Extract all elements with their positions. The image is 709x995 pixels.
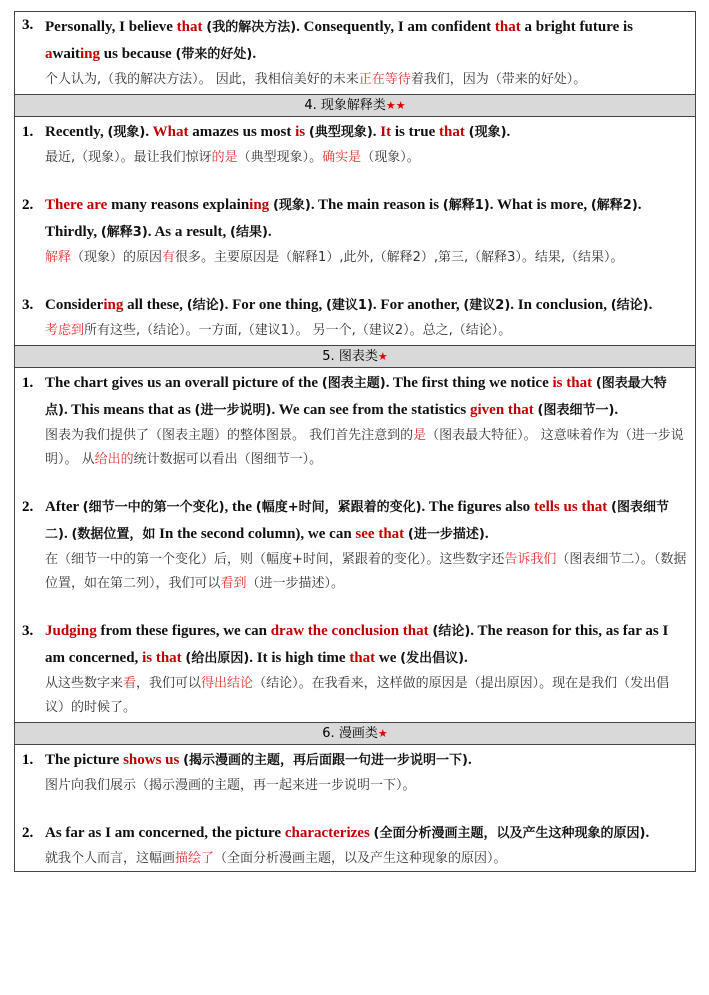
keyword-highlight: that xyxy=(349,650,376,666)
text-run: . The reason for this, as far as I am concerned, xyxy=(45,623,669,666)
list-item xyxy=(22,119,687,170)
text-run: . What is more, xyxy=(489,197,591,213)
placeholder-slot: (数据位置，如 xyxy=(71,527,156,542)
text-run: . xyxy=(506,124,511,140)
placeholder-slot: (我的解决方法) xyxy=(206,20,297,35)
item-number: 1. xyxy=(22,124,34,140)
placeholder-slot: (结论) xyxy=(432,624,471,639)
keyword-highlight: 的是 xyxy=(211,150,238,165)
text-run: . Thirdly, xyxy=(45,197,642,240)
keyword-highlight: that xyxy=(176,19,203,35)
text-run: As far as I am concerned, the picture xyxy=(45,825,285,841)
placeholder-slot: (建议2) xyxy=(463,298,511,313)
text-run: （全面分析漫画主题，以及产生这种现象的原因）。 xyxy=(214,851,507,866)
section-title: 6. 漫画类 xyxy=(322,726,378,741)
keyword-highlight: draw the conclusion that xyxy=(270,623,429,639)
keyword-highlight: ing xyxy=(103,297,124,313)
text-run: us because xyxy=(100,46,176,62)
template-sentence-table xyxy=(14,11,696,872)
list-item xyxy=(22,292,687,343)
text-run: . The figures also xyxy=(421,499,534,515)
text-run: （现象）的原因 xyxy=(71,250,163,265)
keyword-highlight: What xyxy=(152,124,189,140)
chinese-translation xyxy=(45,68,687,92)
keyword-highlight: 告诉我们 xyxy=(504,552,557,567)
chinese-translation xyxy=(45,246,687,270)
text-run: 就我个人而言，这幅画 xyxy=(45,851,176,866)
keyword-highlight: tells us that xyxy=(533,499,608,515)
placeholder-slot: (图表最大特点) xyxy=(45,376,667,418)
placeholder-slot: (揭示漫画的主题，再后面跟一句进一步说明一下) xyxy=(183,753,468,768)
list-item xyxy=(22,494,687,596)
text-run: 所有这些,（结论）。一方面,（建议1）。 另一个,（建议2）。总之,（结论）。 xyxy=(84,323,512,338)
text-run: Recently, xyxy=(45,124,108,140)
star-icon: ★ xyxy=(377,727,388,740)
text-run: . As a result, xyxy=(147,224,231,240)
section-title: 4. 现象解释类 xyxy=(304,98,386,113)
placeholder-slot: (结论) xyxy=(610,298,649,313)
placeholder-slot: (典型现象) xyxy=(308,125,373,140)
keyword-highlight: It xyxy=(380,124,392,140)
text-run: 个人认为,（我的解决方法）。 因此，我相信美好的未来 xyxy=(45,72,359,87)
keyword-highlight: 描绘了 xyxy=(175,851,215,866)
placeholder-slot: (发出倡议) xyxy=(400,651,465,666)
placeholder-slot: (结果) xyxy=(230,225,268,240)
placeholder-slot: (给出原因) xyxy=(185,651,250,666)
english-sentence xyxy=(45,494,687,548)
text-run: （图表最大特征）。 这意味着作为（进一步说明）。 从 xyxy=(45,428,684,467)
keyword-highlight: a xyxy=(45,46,53,62)
item-number: 2. xyxy=(22,499,34,515)
text-run: 着我们，因为（带来的好处）。 xyxy=(410,72,587,87)
english-sentence xyxy=(45,820,687,847)
section-header-4 xyxy=(15,95,695,117)
keyword-highlight: is xyxy=(295,124,306,140)
text-run: Personally, I believe xyxy=(45,19,177,35)
keyword-highlight: 考虑到 xyxy=(45,323,85,338)
text-run: . xyxy=(372,124,381,140)
list-item xyxy=(22,618,687,720)
keyword-highlight: Judging xyxy=(45,623,97,639)
text-run: . Consequently, I am confident xyxy=(296,19,495,35)
star-icon: ★ xyxy=(377,350,388,363)
keyword-highlight: is that xyxy=(552,375,593,391)
placeholder-slot: (解释1) xyxy=(442,198,490,213)
text-run: . This means that as xyxy=(63,402,195,418)
placeholder-slot: (图表细节一) xyxy=(537,403,615,418)
english-sentence xyxy=(45,618,687,672)
text-run: 从这些数字来 xyxy=(45,676,124,691)
placeholder-slot: (全面分析漫画主题，以及产生这种现象的原因) xyxy=(373,826,646,841)
chinese-translation xyxy=(45,672,687,720)
item-number: 2. xyxy=(22,197,34,213)
section-header-6 xyxy=(15,723,695,745)
text-run: 最近,（现象）。最让我们惊讶 xyxy=(45,150,212,165)
placeholder-slot: (解释2) xyxy=(590,198,638,213)
text-run: The chart gives us an overall picture of the xyxy=(45,375,322,391)
keyword-highlight: 给出的 xyxy=(94,452,134,467)
keyword-highlight: given that xyxy=(470,402,534,418)
text-run: 图表为我们提供了（图表主题）的整体图景。 我们首先注意到的 xyxy=(45,428,414,443)
chinese-translation xyxy=(45,146,687,170)
keyword-highlight: ing xyxy=(249,197,270,213)
text-run: （图表细节二）。（数据位置，如在第二列），我们可以 xyxy=(45,552,687,591)
placeholder-slot: (解释3) xyxy=(100,225,148,240)
text-run: , the xyxy=(224,499,256,515)
text-run: After xyxy=(45,499,83,515)
list-item xyxy=(22,192,687,270)
keyword-highlight: that xyxy=(494,19,521,35)
english-sentence xyxy=(45,292,687,319)
keyword-highlight: There are xyxy=(45,197,108,213)
text-run: . xyxy=(648,297,653,313)
text-run: 图片向我们展示（揭示漫画的主题，再一起来进一步说明一下）。 xyxy=(45,778,416,793)
placeholder-slot: (现象) xyxy=(468,125,507,140)
keyword-highlight: 得出结论 xyxy=(201,676,254,691)
english-sentence xyxy=(45,119,687,146)
section-6-items xyxy=(15,745,695,871)
keyword-highlight: characterizes xyxy=(284,825,370,841)
placeholder-slot: (建议1) xyxy=(325,298,373,313)
item-number: 1. xyxy=(22,752,34,768)
list-item xyxy=(22,820,687,871)
chinese-translation xyxy=(45,319,687,343)
english-sentence xyxy=(45,192,687,246)
text-run: . xyxy=(267,224,272,240)
text-run: a bright future is xyxy=(520,19,633,35)
keyword-highlight: 解释 xyxy=(45,250,72,265)
text-run: 在（细节一中的第一个变化）后，则（幅度+时间，紧跟着的变化）。这些数字还 xyxy=(45,552,505,567)
text-run: In the second column), we can xyxy=(155,526,356,542)
placeholder-slot: (现象) xyxy=(272,198,311,213)
placeholder-slot: (进一步说明) xyxy=(194,403,272,418)
text-run: . xyxy=(252,46,257,62)
text-run: . For another, xyxy=(372,297,464,313)
keyword-highlight: 确实是 xyxy=(322,150,362,165)
text-run: . The first thing we notice xyxy=(385,375,553,391)
placeholder-slot: (带来的好处) xyxy=(175,47,253,62)
keyword-highlight: that xyxy=(439,124,465,140)
english-sentence xyxy=(45,747,687,774)
chinese-translation xyxy=(45,774,687,798)
placeholder-slot: (现象) xyxy=(107,125,146,140)
keyword-highlight: ing xyxy=(80,46,101,62)
text-run: Consider xyxy=(45,297,104,313)
placeholder-slot: (图表细节二) xyxy=(45,500,669,542)
chinese-translation xyxy=(45,847,687,871)
section-5-items xyxy=(15,368,695,723)
text-run: . It is high time xyxy=(249,650,350,666)
keyword-highlight: 正在等待 xyxy=(358,72,411,87)
placeholder-slot: (进一步描述) xyxy=(407,527,485,542)
text-run: （典型现象）。 xyxy=(237,150,323,165)
text-run: 统计数据可以看出（图细节一）。 xyxy=(133,452,323,467)
keyword-highlight: shows us xyxy=(123,752,180,768)
text-run: amazes us most xyxy=(188,124,296,140)
text-run: （现象）。 xyxy=(361,150,420,165)
keyword-highlight: 是 xyxy=(413,428,427,443)
text-run: is true xyxy=(391,124,440,140)
section-header-5 xyxy=(15,346,695,368)
section-title: 5. 图表类 xyxy=(322,349,378,364)
item-number: 3. xyxy=(22,297,34,313)
placeholder-slot: (结论) xyxy=(186,298,225,313)
text-run: . xyxy=(467,752,472,768)
text-run: . xyxy=(645,825,650,841)
english-sentence xyxy=(45,14,687,68)
item-number: 2. xyxy=(22,825,34,841)
chinese-translation xyxy=(45,548,687,596)
text-run: . For one thing, xyxy=(224,297,326,313)
section-4-items xyxy=(15,117,695,346)
star-icon: ★★ xyxy=(385,99,406,112)
placeholder-slot: (细节一中的第一个变化) xyxy=(82,500,225,515)
list-item xyxy=(22,370,687,472)
text-run: . We can see from the statistics xyxy=(271,402,471,418)
keyword-highlight: 看到 xyxy=(220,576,247,591)
text-run: . The main reason is xyxy=(310,197,443,213)
placeholder-slot: (图表主题) xyxy=(321,376,386,391)
english-sentence xyxy=(45,370,687,424)
text-run: . In conclusion, xyxy=(510,297,611,313)
text-run: . xyxy=(464,650,468,666)
text-run: （进一步描述）。 xyxy=(246,576,345,591)
item-number: 3. xyxy=(22,17,34,33)
keyword-highlight: 看 xyxy=(123,676,137,691)
text-run: ，我们可以 xyxy=(136,676,202,691)
text-run: 很多。主要原因是（解释1）,此外,（解释2）,第三,（解释3）。结果,（结果）。 xyxy=(175,250,624,265)
list-item xyxy=(22,747,687,798)
text-run: wait xyxy=(52,46,80,62)
text-run: we xyxy=(375,650,401,666)
chinese-translation xyxy=(45,424,687,472)
text-run: （结论）。在我看来，这样做的原因是（提出原因）。现在是我们（发出倡议）的时候了。 xyxy=(45,676,670,715)
text-run: . xyxy=(145,124,153,140)
keyword-highlight: is that xyxy=(142,650,182,666)
text-run: The picture xyxy=(45,752,124,768)
item-number: 3. xyxy=(22,623,34,639)
keyword-highlight: 有 xyxy=(162,250,176,265)
text-run: from these figures, we can xyxy=(96,623,271,639)
text-run: many reasons explain xyxy=(107,197,250,213)
keyword-highlight: see that xyxy=(355,526,405,542)
text-run: . xyxy=(63,526,72,542)
text-run: all these, xyxy=(123,297,187,313)
text-run: . xyxy=(484,526,489,542)
item-number: 1. xyxy=(22,375,34,391)
text-run: . xyxy=(614,402,619,418)
item-prev-3 xyxy=(15,12,695,95)
placeholder-slot: (幅度+时间，紧跟着的变化) xyxy=(255,500,422,515)
